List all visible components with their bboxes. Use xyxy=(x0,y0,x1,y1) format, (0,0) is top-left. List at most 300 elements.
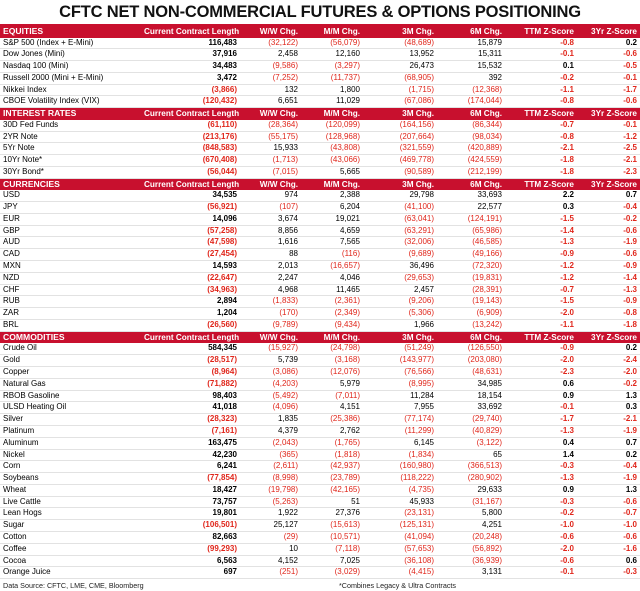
value-cell: (8,964) xyxy=(141,366,240,378)
value-cell: (19,143) xyxy=(437,296,505,308)
value-cell: (365) xyxy=(240,449,301,461)
row-label: JPY xyxy=(0,202,141,214)
value-cell: (174,044) xyxy=(437,96,505,108)
row-label: Coffee xyxy=(0,543,141,555)
row-label: RBOB Gasoline xyxy=(0,390,141,402)
value-cell: -1.8 xyxy=(505,166,577,178)
value-cell: 88 xyxy=(240,249,301,261)
value-cell: (366,513) xyxy=(437,461,505,473)
value-cell: 1,835 xyxy=(240,414,301,426)
value-cell: (55,175) xyxy=(240,131,301,143)
value-cell: (1,833) xyxy=(240,296,301,308)
value-cell: (670,408) xyxy=(141,155,240,167)
column-header: Current Contract Length xyxy=(141,26,240,38)
value-cell: -0.6 xyxy=(577,496,640,508)
value-cell: 2.2 xyxy=(505,190,577,201)
column-header: TTM Z-Score xyxy=(505,108,577,120)
value-cell: 7,955 xyxy=(363,402,437,414)
value-cell: -0.6 xyxy=(577,49,640,61)
table-row xyxy=(0,84,640,96)
row-label: 30Yr Bond* xyxy=(0,166,141,178)
value-cell: (29,653) xyxy=(363,272,437,284)
value-cell: (57,258) xyxy=(141,225,240,237)
value-cell: 116,483 xyxy=(141,38,240,49)
value-cell: 2,894 xyxy=(141,296,240,308)
value-cell: (28,391) xyxy=(437,284,505,296)
row-label: Cocoa xyxy=(0,555,141,567)
value-cell: 6,241 xyxy=(141,461,240,473)
value-cell: -1.0 xyxy=(577,520,640,532)
value-cell: 3,674 xyxy=(240,213,301,225)
table-row xyxy=(0,190,640,201)
value-cell: 14,593 xyxy=(141,261,240,273)
column-header: 6M Chg. xyxy=(437,331,505,343)
value-cell: 15,532 xyxy=(437,61,505,73)
column-header: 3M Chg. xyxy=(363,331,437,343)
column-header: 3Yr Z-Score xyxy=(577,108,640,120)
value-cell: (13,242) xyxy=(437,320,505,332)
value-cell: (3,168) xyxy=(301,355,363,367)
value-cell: 34,985 xyxy=(437,378,505,390)
value-cell: (19,831) xyxy=(437,272,505,284)
value-cell: -0.5 xyxy=(577,61,640,73)
value-cell: (98,034) xyxy=(437,131,505,143)
row-label: ULSD Heating Oil xyxy=(0,402,141,414)
table-row xyxy=(0,284,640,296)
row-label: Corn xyxy=(0,461,141,473)
value-cell: -0.8 xyxy=(505,38,577,49)
column-header: TTM Z-Score xyxy=(505,178,577,190)
table-row xyxy=(0,343,640,354)
value-cell: (49,166) xyxy=(437,249,505,261)
value-cell: (48,631) xyxy=(437,366,505,378)
row-label: GBP xyxy=(0,225,141,237)
value-cell: 7,025 xyxy=(301,555,363,567)
value-cell: (42,937) xyxy=(301,461,363,473)
column-header: 3M Chg. xyxy=(363,26,437,38)
table-row xyxy=(0,484,640,496)
value-cell: -1.7 xyxy=(505,414,577,426)
value-cell: -1.1 xyxy=(505,320,577,332)
value-cell: 34,483 xyxy=(141,61,240,73)
table-row xyxy=(0,378,640,390)
value-cell: (1,713) xyxy=(240,155,301,167)
column-header: M/M Chg. xyxy=(301,331,363,343)
value-cell: 0.9 xyxy=(505,484,577,496)
value-cell: 11,029 xyxy=(301,96,363,108)
value-cell: (107) xyxy=(240,202,301,214)
value-cell: (3,122) xyxy=(437,437,505,449)
row-label: CAD xyxy=(0,249,141,261)
value-cell: (1,715) xyxy=(363,84,437,96)
column-header: W/W Chg. xyxy=(240,178,301,190)
value-cell: (7,252) xyxy=(240,72,301,84)
value-cell: (56,079) xyxy=(301,38,363,49)
value-cell: 1.4 xyxy=(505,449,577,461)
value-cell: 0.2 xyxy=(577,38,640,49)
value-cell: (32,122) xyxy=(240,38,301,49)
value-cell: -1.6 xyxy=(577,543,640,555)
value-cell: -1.2 xyxy=(505,261,577,273)
row-label: Nasdaq 100 (Mini) xyxy=(0,61,141,73)
value-cell: 974 xyxy=(240,190,301,201)
value-cell: 0.7 xyxy=(577,190,640,201)
section-title: INTEREST RATES xyxy=(0,108,141,120)
value-cell: -0.8 xyxy=(505,96,577,108)
value-cell: (7,011) xyxy=(301,390,363,402)
value-cell: (1,765) xyxy=(301,437,363,449)
table-row xyxy=(0,461,640,473)
table-row xyxy=(0,390,640,402)
row-label: Copper xyxy=(0,366,141,378)
column-header: 6M Chg. xyxy=(437,26,505,38)
table-row xyxy=(0,520,640,532)
row-label: Aluminum xyxy=(0,437,141,449)
value-cell: (5,492) xyxy=(240,390,301,402)
value-cell: 1.3 xyxy=(577,484,640,496)
value-cell: 33,693 xyxy=(437,190,505,201)
value-cell: 1.3 xyxy=(577,390,640,402)
value-cell: (41,100) xyxy=(363,202,437,214)
table-row xyxy=(0,355,640,367)
value-cell: (212,199) xyxy=(437,166,505,178)
value-cell: (86,344) xyxy=(437,120,505,131)
table-row xyxy=(0,120,640,131)
value-cell: (28,364) xyxy=(240,120,301,131)
table-row xyxy=(0,449,640,461)
value-cell: (1,834) xyxy=(363,449,437,461)
value-cell: 1,204 xyxy=(141,308,240,320)
value-cell: -1.3 xyxy=(505,425,577,437)
value-cell: 18,154 xyxy=(437,390,505,402)
value-cell: 6,204 xyxy=(301,202,363,214)
value-cell: (56,892) xyxy=(437,543,505,555)
value-cell: (32,006) xyxy=(363,237,437,249)
value-cell: 4,379 xyxy=(240,425,301,437)
value-cell: -2.3 xyxy=(505,366,577,378)
value-cell: (280,902) xyxy=(437,473,505,485)
row-label: NZD xyxy=(0,272,141,284)
value-cell: (43,808) xyxy=(301,143,363,155)
value-cell: 15,879 xyxy=(437,38,505,49)
value-cell: -0.3 xyxy=(577,567,640,579)
row-label: EUR xyxy=(0,213,141,225)
column-header: M/M Chg. xyxy=(301,108,363,120)
value-cell: 163,475 xyxy=(141,437,240,449)
row-label: 5Yr Note xyxy=(0,143,141,155)
value-cell: -0.4 xyxy=(577,461,640,473)
column-header: 3Yr Z-Score xyxy=(577,26,640,38)
row-label: RUB xyxy=(0,296,141,308)
column-header: 3Yr Z-Score xyxy=(577,331,640,343)
value-cell: (124,191) xyxy=(437,213,505,225)
table-row xyxy=(0,308,640,320)
value-cell: (118,222) xyxy=(363,473,437,485)
section-title: CURRENCIES xyxy=(0,178,141,190)
value-cell: (36,939) xyxy=(437,555,505,567)
value-cell: (9,586) xyxy=(240,61,301,73)
report-title: CFTC NET NON-COMMERCIAL FUTURES & OPTIONS POSITIONING xyxy=(0,0,640,26)
row-label: Platinum xyxy=(0,425,141,437)
value-cell: (23,131) xyxy=(363,508,437,520)
value-cell: -0.6 xyxy=(577,225,640,237)
row-label: CHF xyxy=(0,284,141,296)
value-cell: 0.1 xyxy=(505,61,577,73)
value-cell: -1.3 xyxy=(505,237,577,249)
value-cell: -2.1 xyxy=(505,143,577,155)
value-cell: 132 xyxy=(240,84,301,96)
value-cell: 4,152 xyxy=(240,555,301,567)
value-cell: (5,263) xyxy=(240,496,301,508)
value-cell: 5,800 xyxy=(437,508,505,520)
value-cell: 6,145 xyxy=(363,437,437,449)
value-cell: (170) xyxy=(240,308,301,320)
value-cell: (68,905) xyxy=(363,72,437,84)
value-cell: 5,979 xyxy=(301,378,363,390)
value-cell: -0.6 xyxy=(505,555,577,567)
value-cell: 3,131 xyxy=(437,567,505,579)
value-cell: (164,156) xyxy=(363,120,437,131)
value-cell: (67,086) xyxy=(363,96,437,108)
positioning-table xyxy=(0,26,640,579)
value-cell: (43,066) xyxy=(301,155,363,167)
table-row xyxy=(0,202,640,214)
value-cell: (2,349) xyxy=(301,308,363,320)
column-header: 3Yr Z-Score xyxy=(577,178,640,190)
value-cell: (3,029) xyxy=(301,567,363,579)
value-cell: -0.1 xyxy=(505,49,577,61)
value-cell: (8,995) xyxy=(363,378,437,390)
value-cell: 14,096 xyxy=(141,213,240,225)
value-cell: -1.3 xyxy=(577,284,640,296)
value-cell: 2,457 xyxy=(363,284,437,296)
footer xyxy=(0,579,640,591)
column-header: M/M Chg. xyxy=(301,26,363,38)
value-cell: (4,735) xyxy=(363,484,437,496)
value-cell: -1.4 xyxy=(577,272,640,284)
value-cell: 11,284 xyxy=(363,390,437,402)
value-cell: 1,800 xyxy=(301,84,363,96)
value-cell: (4,096) xyxy=(240,402,301,414)
value-cell: 0.6 xyxy=(577,555,640,567)
row-label: 2YR Note xyxy=(0,131,141,143)
row-label: Wheat xyxy=(0,484,141,496)
value-cell: (2,043) xyxy=(240,437,301,449)
value-cell: (29,740) xyxy=(437,414,505,426)
value-cell: 41,018 xyxy=(141,402,240,414)
value-cell: (57,653) xyxy=(363,543,437,555)
value-cell: 29,633 xyxy=(437,484,505,496)
table-row xyxy=(0,366,640,378)
value-cell: (12,076) xyxy=(301,366,363,378)
data-source: Data Source: CFTC, LME, CME, Bloomberg xyxy=(3,581,144,591)
value-cell: (9,689) xyxy=(363,249,437,261)
value-cell: 19,801 xyxy=(141,508,240,520)
value-cell: -0.7 xyxy=(577,508,640,520)
value-cell: -2.1 xyxy=(577,155,640,167)
value-cell: 4,151 xyxy=(301,402,363,414)
table-row xyxy=(0,155,640,167)
value-cell: -0.2 xyxy=(505,508,577,520)
value-cell: (7,015) xyxy=(240,166,301,178)
value-cell: -1.1 xyxy=(505,84,577,96)
value-cell: 12,160 xyxy=(301,49,363,61)
table-row xyxy=(0,402,640,414)
value-cell: 4,968 xyxy=(240,284,301,296)
value-cell: 0.4 xyxy=(505,437,577,449)
row-label: MXN xyxy=(0,261,141,273)
table-row xyxy=(0,414,640,426)
value-cell: 1,966 xyxy=(363,320,437,332)
row-label: USD xyxy=(0,190,141,201)
value-cell: (47,598) xyxy=(141,237,240,249)
value-cell: (10,571) xyxy=(301,532,363,544)
value-cell: (128,968) xyxy=(301,131,363,143)
value-cell: (2,611) xyxy=(240,461,301,473)
value-cell: (1,818) xyxy=(301,449,363,461)
value-cell: -0.9 xyxy=(577,261,640,273)
value-cell: -0.3 xyxy=(505,496,577,508)
value-cell: -1.5 xyxy=(505,296,577,308)
value-cell: (12,368) xyxy=(437,84,505,96)
value-cell: (77,174) xyxy=(363,414,437,426)
table-row xyxy=(0,567,640,579)
value-cell: -2.3 xyxy=(577,166,640,178)
value-cell: (160,980) xyxy=(363,461,437,473)
value-cell: (48,689) xyxy=(363,38,437,49)
row-label: Russell 2000 (Mini + E-Mini) xyxy=(0,72,141,84)
value-cell: -0.7 xyxy=(505,284,577,296)
value-cell: (26,560) xyxy=(141,320,240,332)
value-cell: (9,434) xyxy=(301,320,363,332)
value-cell: (4,415) xyxy=(363,567,437,579)
value-cell: -1.8 xyxy=(577,320,640,332)
value-cell: (2,361) xyxy=(301,296,363,308)
value-cell: (28,517) xyxy=(141,355,240,367)
value-cell: (31,167) xyxy=(437,496,505,508)
row-label: Dow Jones (Mini) xyxy=(0,49,141,61)
row-label: BRL xyxy=(0,320,141,332)
column-header: Current Contract Length xyxy=(141,108,240,120)
value-cell: -0.6 xyxy=(577,249,640,261)
value-cell: -0.6 xyxy=(577,96,640,108)
row-label: Cotton xyxy=(0,532,141,544)
column-header: 6M Chg. xyxy=(437,108,505,120)
column-header: TTM Z-Score xyxy=(505,26,577,38)
value-cell: -1.0 xyxy=(505,520,577,532)
row-label: Nikkei Index xyxy=(0,84,141,96)
value-cell: (5,306) xyxy=(363,308,437,320)
value-cell: 18,427 xyxy=(141,484,240,496)
value-cell: 0.9 xyxy=(505,390,577,402)
value-cell: 6,651 xyxy=(240,96,301,108)
column-header: Current Contract Length xyxy=(141,331,240,343)
row-label: Live Cattle xyxy=(0,496,141,508)
value-cell: -0.9 xyxy=(505,249,577,261)
row-label: Natural Gas xyxy=(0,378,141,390)
table-row xyxy=(0,237,640,249)
value-cell: (46,585) xyxy=(437,237,505,249)
section-title: COMMODITIES xyxy=(0,331,141,343)
value-cell: 6,563 xyxy=(141,555,240,567)
value-cell: 0.3 xyxy=(505,202,577,214)
table-row xyxy=(0,272,640,284)
section-header xyxy=(0,331,640,343)
value-cell: 697 xyxy=(141,567,240,579)
value-cell: (3,297) xyxy=(301,61,363,73)
value-cell: 34,535 xyxy=(141,190,240,201)
value-cell: 36,496 xyxy=(363,261,437,273)
value-cell: (40,829) xyxy=(437,425,505,437)
value-cell: (213,176) xyxy=(141,131,240,143)
value-cell: 15,933 xyxy=(240,143,301,155)
value-cell: (15,613) xyxy=(301,520,363,532)
row-label: Crude Oil xyxy=(0,343,141,354)
value-cell: 0.7 xyxy=(577,437,640,449)
row-label: ZAR xyxy=(0,308,141,320)
value-cell: -1.4 xyxy=(505,225,577,237)
table-row xyxy=(0,425,640,437)
row-label: Sugar xyxy=(0,520,141,532)
table-row xyxy=(0,249,640,261)
value-cell: (9,206) xyxy=(363,296,437,308)
table-row xyxy=(0,131,640,143)
row-label: Silver xyxy=(0,414,141,426)
row-label: Orange Juice xyxy=(0,567,141,579)
table-row xyxy=(0,49,640,61)
value-cell: (34,963) xyxy=(141,284,240,296)
row-label: S&P 500 (Index + E-Mini) xyxy=(0,38,141,49)
value-cell: -1.5 xyxy=(505,213,577,225)
column-header: 3M Chg. xyxy=(363,178,437,190)
value-cell: -0.9 xyxy=(577,296,640,308)
column-header: 6M Chg. xyxy=(437,178,505,190)
row-label: 30D Fed Funds xyxy=(0,120,141,131)
value-cell: (16,657) xyxy=(301,261,363,273)
value-cell: 11,465 xyxy=(301,284,363,296)
value-cell: 0.2 xyxy=(577,343,640,354)
value-cell: (42,165) xyxy=(301,484,363,496)
value-cell: -0.7 xyxy=(505,120,577,131)
value-cell: -1.2 xyxy=(577,131,640,143)
value-cell: 19,021 xyxy=(301,213,363,225)
value-cell: 584,345 xyxy=(141,343,240,354)
value-cell: (65,986) xyxy=(437,225,505,237)
value-cell: (11,737) xyxy=(301,72,363,84)
row-label: Gold xyxy=(0,355,141,367)
value-cell: (61,110) xyxy=(141,120,240,131)
value-cell: (848,583) xyxy=(141,143,240,155)
value-cell: 2,762 xyxy=(301,425,363,437)
value-cell: (11,299) xyxy=(363,425,437,437)
value-cell: 42,230 xyxy=(141,449,240,461)
value-cell: (3,086) xyxy=(240,366,301,378)
value-cell: (20,248) xyxy=(437,532,505,544)
value-cell: -0.6 xyxy=(505,532,577,544)
value-cell: -0.6 xyxy=(577,532,640,544)
value-cell: (9,789) xyxy=(240,320,301,332)
table-row xyxy=(0,320,640,332)
value-cell: (63,041) xyxy=(363,213,437,225)
value-cell: (321,559) xyxy=(363,143,437,155)
value-cell: 29,798 xyxy=(363,190,437,201)
value-cell: 51 xyxy=(301,496,363,508)
value-cell: 2,458 xyxy=(240,49,301,61)
value-cell: 15,311 xyxy=(437,49,505,61)
section-header xyxy=(0,26,640,38)
value-cell: 37,916 xyxy=(141,49,240,61)
value-cell: (19,798) xyxy=(240,484,301,496)
